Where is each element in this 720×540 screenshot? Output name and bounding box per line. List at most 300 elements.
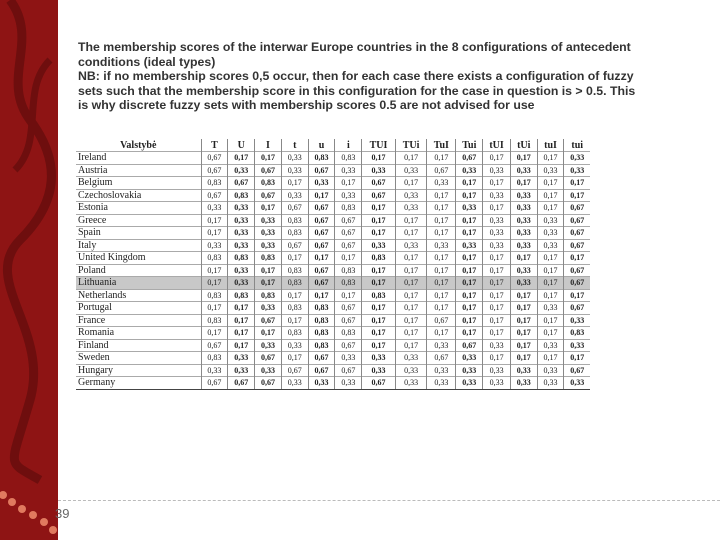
- score-cell: 0,17: [427, 152, 456, 165]
- score-cell: 0,67: [255, 377, 282, 390]
- intro-line: conditions (ideal types): [78, 54, 216, 69]
- score-cell: 0,33: [395, 377, 427, 390]
- country-cell: Poland: [76, 264, 201, 277]
- score-cell: 0,33: [362, 239, 396, 252]
- score-cell: 0,67: [255, 164, 282, 177]
- score-cell: 0,17: [362, 202, 396, 215]
- score-cell: 0,17: [362, 227, 396, 240]
- score-cell: 0,17: [456, 302, 483, 315]
- score-cell: 0,67: [281, 239, 308, 252]
- column-header: tui: [564, 139, 590, 152]
- country-cell: Finland: [76, 339, 201, 352]
- score-cell: 0,17: [483, 327, 511, 340]
- score-cell: 0,83: [308, 302, 335, 315]
- score-cell: 0,33: [228, 202, 255, 215]
- score-cell: 0,17: [228, 314, 255, 327]
- score-cell: 0,17: [510, 252, 537, 265]
- score-cell: 0,67: [564, 277, 590, 290]
- score-cell: 0,83: [201, 352, 228, 365]
- score-cell: 0,33: [335, 352, 362, 365]
- score-cell: 0,33: [564, 164, 590, 177]
- score-cell: 0,17: [537, 314, 564, 327]
- score-cell: 0,17: [255, 277, 282, 290]
- score-cell: 0,33: [201, 239, 228, 252]
- score-cell: 0,17: [255, 327, 282, 340]
- score-cell: 0,83: [564, 327, 590, 340]
- score-cell: 0,67: [362, 189, 396, 202]
- score-cell: 0,83: [201, 314, 228, 327]
- intro-line: The membership scores of the interwar Europe countries in the 8 configurations of antecedent: [78, 40, 631, 54]
- column-header: TUi: [395, 139, 427, 152]
- score-cell: 0,67: [564, 302, 590, 315]
- score-cell: 0,67: [228, 177, 255, 190]
- score-cell: 0,67: [308, 264, 335, 277]
- score-cell: 0,17: [281, 177, 308, 190]
- score-cell: 0,67: [281, 364, 308, 377]
- score-cell: 0,17: [537, 289, 564, 302]
- score-cell: 0,83: [228, 189, 255, 202]
- score-cell: 0,17: [201, 264, 228, 277]
- score-cell: 0,33: [255, 239, 282, 252]
- score-cell: 0,17: [427, 189, 456, 202]
- score-cell: 0,33: [483, 239, 511, 252]
- score-cell: 0,83: [281, 302, 308, 315]
- score-cell: 0,33: [427, 377, 456, 390]
- country-cell: Romania: [76, 327, 201, 340]
- score-cell: 0,17: [456, 289, 483, 302]
- score-cell: 0,17: [255, 264, 282, 277]
- score-cell: 0,17: [201, 327, 228, 340]
- score-cell: 0,67: [456, 339, 483, 352]
- score-cell: 0,17: [395, 152, 427, 165]
- score-cell: 0,83: [335, 152, 362, 165]
- score-cell: 0,33: [427, 239, 456, 252]
- score-cell: 0,17: [537, 189, 564, 202]
- score-cell: 0,33: [483, 227, 511, 240]
- score-cell: 0,33: [483, 189, 511, 202]
- country-cell: Greece: [76, 214, 201, 227]
- table-row: [76, 352, 590, 365]
- score-cell: 0,17: [537, 264, 564, 277]
- score-cell: 0,17: [395, 264, 427, 277]
- score-cell: 0,83: [255, 252, 282, 265]
- column-header: Tui: [456, 139, 483, 152]
- score-cell: 0,33: [427, 177, 456, 190]
- score-cell: 0,67: [201, 339, 228, 352]
- score-cell: 0,17: [564, 189, 590, 202]
- score-cell: 0,17: [483, 152, 511, 165]
- intro-line: NB: if no membership scores 0,5 occur, then for each case there exists a configuration of fuzzy: [78, 69, 634, 84]
- score-cell: 0,17: [201, 227, 228, 240]
- score-cell: 0,17: [395, 177, 427, 190]
- table-header-row: [76, 139, 590, 152]
- score-cell: 0,67: [228, 377, 255, 390]
- score-cell: 0,33: [308, 377, 335, 390]
- score-cell: 0,17: [456, 327, 483, 340]
- table-row: [76, 214, 590, 227]
- score-cell: 0,17: [510, 302, 537, 315]
- score-cell: 0,33: [510, 277, 537, 290]
- intro-text: [78, 40, 678, 113]
- score-cell: 0,83: [255, 289, 282, 302]
- score-cell: 0,33: [228, 364, 255, 377]
- score-cell: 0,17: [395, 339, 427, 352]
- score-cell: 0,33: [395, 352, 427, 365]
- score-cell: 0,33: [483, 214, 511, 227]
- score-cell: 0,67: [335, 364, 362, 377]
- score-cell: 0,83: [201, 289, 228, 302]
- score-cell: 0,33: [255, 227, 282, 240]
- score-cell: 0,17: [537, 177, 564, 190]
- score-cell: 0,33: [335, 189, 362, 202]
- score-cell: 0,83: [228, 252, 255, 265]
- score-cell: 0,17: [483, 302, 511, 315]
- score-cell: 0,17: [537, 152, 564, 165]
- country-cell: United Kingdom: [76, 252, 201, 265]
- score-cell: 0,33: [362, 364, 396, 377]
- score-cell: 0,67: [201, 377, 228, 390]
- score-cell: 0,17: [362, 264, 396, 277]
- score-cell: 0,33: [510, 214, 537, 227]
- score-cell: 0,83: [335, 327, 362, 340]
- score-cell: 0,33: [564, 339, 590, 352]
- score-cell: 0,33: [510, 377, 537, 390]
- score-cell: 0,17: [510, 152, 537, 165]
- table-row: [76, 189, 590, 202]
- score-cell: 0,83: [281, 264, 308, 277]
- score-cell: 0,33: [564, 314, 590, 327]
- table-row: [76, 327, 590, 340]
- score-cell: 0,17: [427, 302, 456, 315]
- score-cell: 0,83: [281, 214, 308, 227]
- score-cell: 0,17: [564, 177, 590, 190]
- score-cell: 0,67: [427, 164, 456, 177]
- score-cell: 0,33: [456, 377, 483, 390]
- score-cell: 0,33: [510, 264, 537, 277]
- decorative-side-band: [0, 0, 58, 540]
- country-cell: Belgium: [76, 177, 201, 190]
- score-cell: 0,83: [201, 252, 228, 265]
- score-cell: 0,17: [395, 289, 427, 302]
- score-cell: 0,83: [308, 152, 335, 165]
- score-cell: 0,17: [427, 289, 456, 302]
- score-cell: 0,17: [427, 227, 456, 240]
- country-cell: Portugal: [76, 302, 201, 315]
- score-cell: 0,33: [255, 339, 282, 352]
- score-cell: 0,33: [395, 364, 427, 377]
- score-cell: 0,33: [510, 364, 537, 377]
- table-row: [76, 264, 590, 277]
- column-header: T: [201, 139, 228, 152]
- country-cell: Spain: [76, 227, 201, 240]
- score-cell: 0,17: [255, 202, 282, 215]
- score-cell: 0,17: [427, 202, 456, 215]
- table-row: [76, 339, 590, 352]
- intro-line: sets such that the membership score in this configuration for the case in question is > 0.5. This: [78, 83, 636, 98]
- score-cell: 0,67: [564, 264, 590, 277]
- score-cell: 0,67: [335, 302, 362, 315]
- score-cell: 0,67: [564, 214, 590, 227]
- score-cell: 0,17: [362, 302, 396, 315]
- score-cell: 0,33: [308, 177, 335, 190]
- score-cell: 0,33: [395, 239, 427, 252]
- score-cell: 0,17: [456, 264, 483, 277]
- column-header: TuI: [427, 139, 456, 152]
- column-header: I: [255, 139, 282, 152]
- score-cell: 0,33: [456, 352, 483, 365]
- score-cell: 0,83: [308, 339, 335, 352]
- score-cell: 0,17: [537, 327, 564, 340]
- table-row: [76, 302, 590, 315]
- score-cell: 0,17: [228, 339, 255, 352]
- score-cell: 0,67: [308, 352, 335, 365]
- score-cell: 0,17: [201, 302, 228, 315]
- score-cell: 0,17: [427, 264, 456, 277]
- score-cell: 0,33: [456, 239, 483, 252]
- column-header: u: [308, 139, 335, 152]
- score-cell: 0,33: [362, 164, 396, 177]
- table-row: [76, 239, 590, 252]
- score-cell: 0,67: [335, 239, 362, 252]
- country-cell: Germany: [76, 377, 201, 390]
- score-cell: 0,17: [456, 277, 483, 290]
- score-cell: 0,33: [228, 352, 255, 365]
- score-cell: 0,33: [255, 364, 282, 377]
- score-cell: 0,17: [427, 252, 456, 265]
- score-cell: 0,17: [335, 252, 362, 265]
- score-cell: 0,33: [537, 239, 564, 252]
- country-cell: Lithuania: [76, 277, 201, 290]
- score-cell: 0,17: [537, 252, 564, 265]
- score-cell: 0,33: [510, 164, 537, 177]
- score-cell: 0,33: [335, 377, 362, 390]
- country-cell: Netherlands: [76, 289, 201, 302]
- score-cell: 0,33: [427, 339, 456, 352]
- score-cell: 0,17: [281, 352, 308, 365]
- score-cell: 0,83: [335, 277, 362, 290]
- score-cell: 0,17: [483, 352, 511, 365]
- score-cell: 0,33: [281, 189, 308, 202]
- score-cell: 0,67: [201, 152, 228, 165]
- score-cell: 0,17: [362, 214, 396, 227]
- score-cell: 0,17: [483, 314, 511, 327]
- score-cell: 0,17: [395, 252, 427, 265]
- country-cell: Ireland: [76, 152, 201, 165]
- score-cell: 0,17: [362, 327, 396, 340]
- score-cell: 0,33: [510, 202, 537, 215]
- score-cell: 0,33: [537, 339, 564, 352]
- score-cell: 0,67: [308, 214, 335, 227]
- score-cell: 0,17: [395, 214, 427, 227]
- table-row: [76, 277, 590, 290]
- score-cell: 0,17: [510, 177, 537, 190]
- country-cell: Austria: [76, 164, 201, 177]
- table-row: [76, 177, 590, 190]
- score-cell: 0,17: [510, 314, 537, 327]
- score-cell: 0,33: [228, 264, 255, 277]
- table-row: [76, 289, 590, 302]
- score-cell: 0,17: [537, 277, 564, 290]
- score-cell: 0,17: [201, 214, 228, 227]
- score-cell: 0,33: [255, 214, 282, 227]
- score-cell: 0,17: [537, 202, 564, 215]
- score-cell: 0,33: [201, 364, 228, 377]
- score-cell: 0,17: [510, 339, 537, 352]
- membership-table: [76, 139, 590, 390]
- country-cell: Italy: [76, 239, 201, 252]
- score-cell: 0,33: [537, 302, 564, 315]
- score-cell: 0,17: [395, 227, 427, 240]
- intro-line: is why discrete fuzzy sets with membership scores 0.5 are not advised for use: [78, 98, 535, 113]
- score-cell: 0,83: [362, 289, 396, 302]
- score-cell: 0,83: [335, 264, 362, 277]
- score-cell: 0,33: [564, 377, 590, 390]
- score-cell: 0,17: [308, 252, 335, 265]
- score-cell: 0,17: [483, 277, 511, 290]
- score-cell: 0,33: [395, 164, 427, 177]
- score-cell: 0,17: [281, 314, 308, 327]
- score-cell: 0,17: [510, 289, 537, 302]
- score-cell: 0,17: [483, 177, 511, 190]
- score-cell: 0,67: [308, 277, 335, 290]
- score-cell: 0,83: [281, 327, 308, 340]
- score-cell: 0,33: [427, 364, 456, 377]
- score-cell: 0,17: [564, 252, 590, 265]
- score-cell: 0,33: [395, 189, 427, 202]
- table-row: [76, 227, 590, 240]
- score-cell: 0,33: [228, 277, 255, 290]
- score-cell: 0,17: [228, 327, 255, 340]
- score-cell: 0,67: [281, 202, 308, 215]
- score-cell: 0,33: [335, 164, 362, 177]
- score-cell: 0,17: [201, 277, 228, 290]
- score-cell: 0,33: [483, 377, 511, 390]
- column-header: tUI: [483, 139, 511, 152]
- score-cell: 0,17: [564, 289, 590, 302]
- score-cell: 0,83: [228, 289, 255, 302]
- score-cell: 0,67: [427, 314, 456, 327]
- page-number: 39: [55, 506, 70, 521]
- score-cell: 0,83: [255, 177, 282, 190]
- score-cell: 0,33: [537, 227, 564, 240]
- score-cell: 0,33: [456, 164, 483, 177]
- score-cell: 0,17: [456, 314, 483, 327]
- score-cell: 0,33: [228, 214, 255, 227]
- column-header: tuI: [537, 139, 564, 152]
- score-cell: 0,33: [255, 302, 282, 315]
- score-cell: 0,33: [228, 227, 255, 240]
- ornament-icon: [0, 0, 58, 540]
- score-cell: 0,83: [335, 202, 362, 215]
- score-cell: 0,33: [228, 239, 255, 252]
- score-cell: 0,67: [362, 377, 396, 390]
- score-cell: 0,33: [483, 339, 511, 352]
- score-cell: 0,33: [537, 377, 564, 390]
- score-cell: 0,33: [456, 202, 483, 215]
- score-cell: 0,17: [255, 152, 282, 165]
- score-cell: 0,17: [456, 177, 483, 190]
- score-cell: 0,67: [201, 164, 228, 177]
- score-cell: 0,67: [564, 239, 590, 252]
- score-cell: 0,17: [427, 327, 456, 340]
- score-cell: 0,17: [510, 327, 537, 340]
- score-cell: 0,67: [564, 364, 590, 377]
- score-cell: 0,17: [483, 264, 511, 277]
- score-cell: 0,67: [255, 352, 282, 365]
- score-cell: 0,33: [228, 164, 255, 177]
- score-cell: 0,33: [281, 339, 308, 352]
- score-cell: 0,17: [308, 289, 335, 302]
- score-cell: 0,33: [201, 202, 228, 215]
- score-cell: 0,33: [510, 189, 537, 202]
- score-cell: 0,17: [564, 352, 590, 365]
- score-cell: 0,33: [537, 164, 564, 177]
- score-cell: 0,17: [483, 202, 511, 215]
- score-cell: 0,33: [510, 239, 537, 252]
- table-row: [76, 164, 590, 177]
- score-cell: 0,83: [201, 177, 228, 190]
- country-cell: Hungary: [76, 364, 201, 377]
- score-cell: 0,17: [395, 314, 427, 327]
- country-cell: France: [76, 314, 201, 327]
- score-cell: 0,67: [308, 164, 335, 177]
- score-cell: 0,33: [564, 152, 590, 165]
- score-cell: 0,83: [281, 277, 308, 290]
- score-cell: 0,33: [537, 364, 564, 377]
- score-cell: 0,33: [510, 227, 537, 240]
- score-cell: 0,33: [281, 152, 308, 165]
- score-cell: 0,67: [335, 339, 362, 352]
- score-cell: 0,17: [395, 277, 427, 290]
- country-cell: Estonia: [76, 202, 201, 215]
- score-cell: 0,67: [427, 352, 456, 365]
- column-header: TUI: [362, 139, 396, 152]
- score-cell: 0,67: [255, 189, 282, 202]
- table-row: [76, 377, 590, 390]
- country-cell: Czechoslovakia: [76, 189, 201, 202]
- score-cell: 0,67: [255, 314, 282, 327]
- score-cell: 0,83: [362, 252, 396, 265]
- score-cell: 0,33: [537, 214, 564, 227]
- score-cell: 0,67: [564, 202, 590, 215]
- score-cell: 0,17: [362, 277, 396, 290]
- column-header: i: [335, 139, 362, 152]
- footer-divider: [58, 500, 720, 501]
- table-row: [76, 314, 590, 327]
- column-header: U: [228, 139, 255, 152]
- score-cell: 0,33: [362, 352, 396, 365]
- score-cell: 0,17: [308, 189, 335, 202]
- score-cell: 0,67: [308, 202, 335, 215]
- score-cell: 0,67: [362, 177, 396, 190]
- score-cell: 0,17: [427, 277, 456, 290]
- score-cell: 0,17: [281, 289, 308, 302]
- score-cell: 0,33: [483, 364, 511, 377]
- score-cell: 0,17: [395, 327, 427, 340]
- score-cell: 0,33: [456, 364, 483, 377]
- country-cell: Sweden: [76, 352, 201, 365]
- table-row: [76, 152, 590, 165]
- column-header: tUi: [510, 139, 537, 152]
- score-cell: 0,67: [308, 227, 335, 240]
- score-cell: 0,67: [456, 152, 483, 165]
- score-cell: 0,17: [537, 352, 564, 365]
- score-cell: 0,33: [281, 164, 308, 177]
- score-cell: 0,17: [427, 214, 456, 227]
- column-header: Valstybė: [120, 139, 157, 151]
- score-cell: 0,17: [456, 189, 483, 202]
- score-cell: 0,83: [281, 227, 308, 240]
